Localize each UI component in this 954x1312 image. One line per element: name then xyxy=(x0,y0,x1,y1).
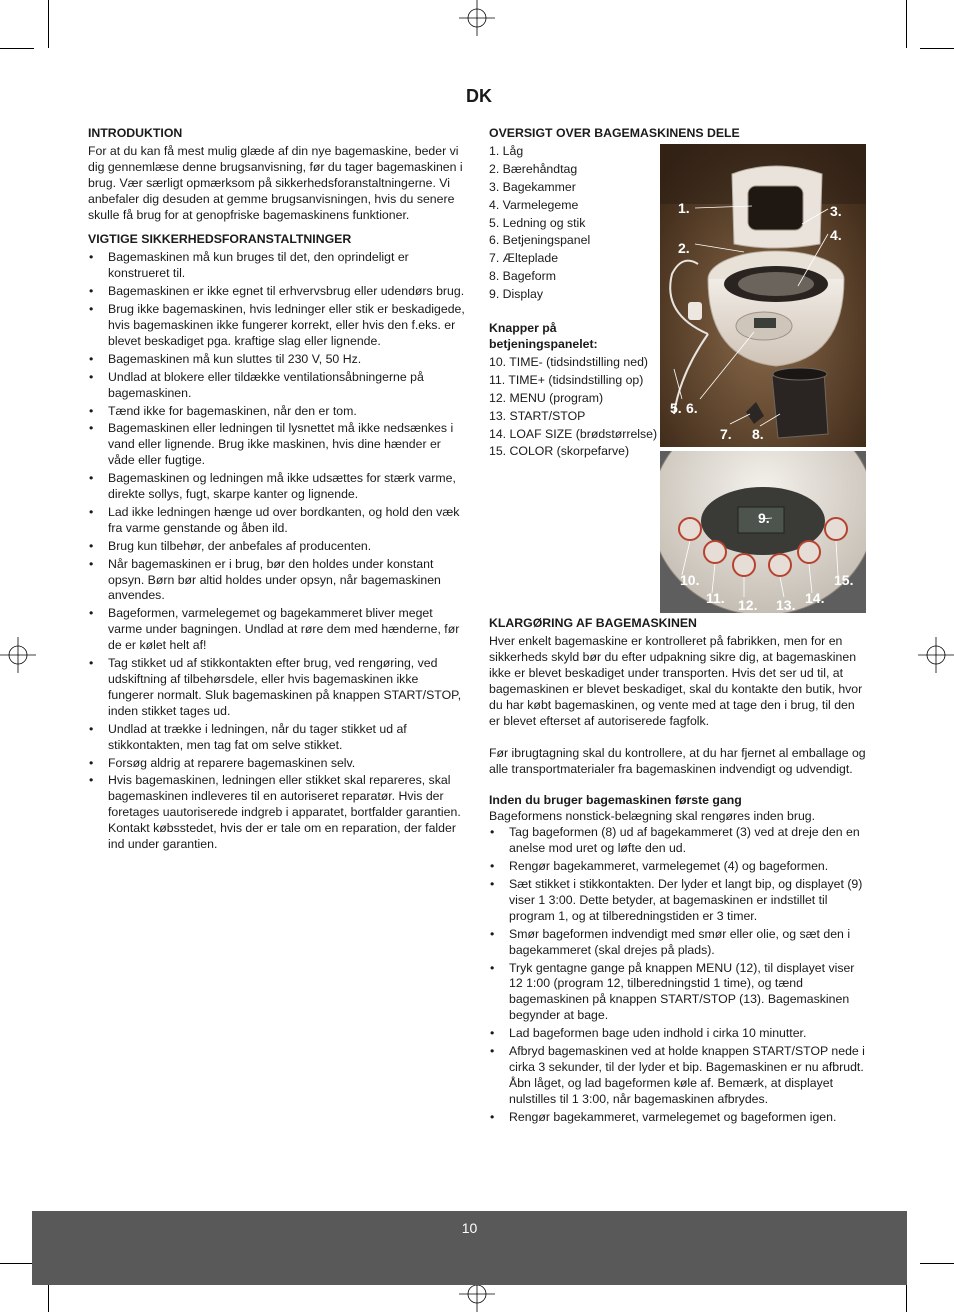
list-item: 4. Varmelegeme xyxy=(489,197,579,212)
list-item: 2. Bærehåndtag xyxy=(489,161,578,176)
list-item: • Tænd ikke for bagemaskinen, når den er tom. xyxy=(88,404,466,420)
list-item: • Forsøg aldrig at reparere bagemaskinen selv. xyxy=(88,756,466,772)
crop-mark xyxy=(48,0,49,48)
registration-mark-icon xyxy=(918,637,954,673)
photo-label: 4. xyxy=(830,227,842,243)
intro-text: For at du kan få mest mulig glæde af din nye bagemaskine, beder vi dig gennemlæse denne brugsanvisning, før du tager bagemaskinen i brug. Vær særligt opmærksom på sikkerhedsforanstaltningerne. Vi anbefaler dig desuden at gemme brugsanvisningen, hvis du senere skulle få brug for at genopfriske bagemaskinens funktioner. xyxy=(88,143,463,222)
registration-mark-icon xyxy=(459,0,495,36)
first-use-list xyxy=(489,825,867,1125)
list-item: • Rengør bagekammeret, varmelegemet (4) og bageformen. xyxy=(489,859,867,875)
photo-label: 14. xyxy=(805,590,825,606)
list-item: 9. Display xyxy=(489,287,543,302)
list-item: • Lad bageformen bage uden indhold i cirka 10 minutter. xyxy=(489,1026,867,1042)
prep-heading: KLARGØRING AF BAGEMASKINEN xyxy=(489,616,697,631)
photo-label: 15. xyxy=(834,572,854,588)
photo-label: 1. xyxy=(678,200,690,216)
list-item: 7. Ælteplade xyxy=(489,251,559,266)
list-item: 14. LOAF SIZE (brødstørrelse) xyxy=(489,426,658,441)
photo-label: 9. xyxy=(758,510,770,526)
list-item: 11. TIME+ (tidsindstilling op) xyxy=(489,372,644,387)
list-item: • Bagemaskinen må kun sluttes til 230 V, 50 Hz. xyxy=(88,352,466,368)
crop-mark xyxy=(920,1263,954,1264)
intro-heading: INTRODUKTION xyxy=(88,126,183,140)
buttons-heading: Knapper på betjeningspanelet: xyxy=(489,321,598,351)
list-item: • Sæt stikket i stikkontakten. Der lyder et langt bip, og displayet (9) viser 1 3:00. Dette betyder, at bagemaskinen er indstillet til program 1, og at tilberedningstiden er 3 timer. xyxy=(489,877,867,925)
list-item: • Hvis bagemaskinen, ledningen eller stikket skal repareres, skal bagemaskinen indleveres til en autoriseret reparatør. Hvis der foretages uautoriserede indgreb i apparatet, bortfalder garantien. Kontakt købsstedet, hvis der er tale om en reparation, der falder ind under garantien. xyxy=(88,773,466,853)
left-column xyxy=(88,126,466,855)
list-item: • Bagemaskinen må kun bruges til det, den oprindeligt er konstrueret til. xyxy=(88,250,466,282)
prep-paragraph: Hver enkelt bagemaskine er kontrolleret på fabrikken, men for en sikkerheds skyld bør du efter udpakning sikre dig, at bagemaskinen ikke er blevet beskadiget under transporten. Hvis det ser ud til, at bagemaskinen er blevet beskadiget, skal du kontakte den butik, hvor du har købt bagemaskinen, og vente med at tage den i brug, til den er blevet efterset af autoriserede fagfolk. xyxy=(489,634,863,728)
photo-label: 12. xyxy=(738,597,758,613)
control-panel-illustration xyxy=(660,451,866,613)
footer-bar xyxy=(32,1211,907,1285)
photo-label: 2. xyxy=(678,240,690,256)
overview-heading: OVERSIGT OVER BAGEMASKINENS DELE xyxy=(489,126,740,140)
list-item: • Smør bageformen indvendigt med smør eller olie, og sæt den i bagekammeret (skal drejes på plads). xyxy=(489,927,867,959)
photo-label: 7. xyxy=(720,426,732,442)
crop-mark xyxy=(0,1263,34,1264)
crop-mark xyxy=(906,0,907,48)
list-item: 8. Bageform xyxy=(489,269,556,284)
safety-heading: VIGTIGE SIKKERHEDSFORANSTALTNINGER xyxy=(88,232,352,247)
crop-mark xyxy=(920,48,954,49)
control-panel-photo xyxy=(660,451,866,613)
language-code: DK xyxy=(466,86,492,106)
list-item: 10. TIME- (tidsindstilling ned) xyxy=(489,354,649,369)
list-item: • Bagemaskinen eller ledningen til lysnettet må ikke nedsænkes i vand eller lignende. Brug ikke maskinen, hvis dine hænder er våde eller fugtige. xyxy=(88,421,466,469)
list-item: • Tag stikket ud af stikkontakten efter brug, ved rengøring, ved udskiftning af tilbehørsdele, eller hvis bagemaskinen ikke fungerer normalt. Sluk bagemaskinen på knappen START/STOP, inden stikket tages ud. xyxy=(88,656,466,720)
list-item: 6. Betjeningspanel xyxy=(489,233,591,248)
list-item: • Undlad at blokere eller tildække ventilationsåbningerne på bagemaskinen. xyxy=(88,370,466,402)
crop-mark xyxy=(0,48,34,49)
photo-label: 10. xyxy=(680,572,700,588)
list-item: 15. COLOR (skorpefarve) xyxy=(489,444,630,459)
photo-label: 13. xyxy=(776,597,796,613)
list-item: • Lad ikke ledningen hænge ud over bordkanten, og hold den væk fra varme genstande og åben ild. xyxy=(88,505,466,537)
list-item: 13. START/STOP xyxy=(489,408,586,423)
photo-label: 5. xyxy=(670,400,682,416)
list-item: 5. Ledning og stik xyxy=(489,215,586,230)
list-item: • Bageformen, varmelegemet og bagekammeret bliver meget varme under bagningen. Undlad at røre dem med hænderne, før de er kølet helt af! xyxy=(88,606,466,654)
list-item: • Brug ikke bagemaskinen, hvis ledninger eller stik er beskadigede, hvis bagemaskinen ikke fungerer korrekt, eller hvis den f.eks. er blevet beskadiget pga. kraftige slag eller lignende. xyxy=(88,302,466,350)
list-item: 3. Bagekammer xyxy=(489,179,576,194)
list-item: 12. MENU (program) xyxy=(489,390,604,405)
photo-label: 3. xyxy=(830,203,842,219)
list-item: • Når bagemaskinen er i brug, bør den holdes under konstant opsyn. Børn bør altid holdes under opsyn, når bagemaskinen anvendes. xyxy=(88,557,466,605)
list-item: • Undlad at trække i ledningen, når du tager stikket ud af stikkontakten, men tag fat om selve stikket. xyxy=(88,722,466,754)
list-item: • Afbryd bagemaskinen ved at holde knappen START/STOP nede i cirka 3 sekunder, til der lyder et bip. Bagemaskinen er nu afbrudt. Åbn låget, og lad bageformen køle af. Bemærk, at displayet nulstilles til 1 3:00, når bagemaskinen afbrydes. xyxy=(489,1044,867,1108)
photo-label: 8. xyxy=(752,426,764,442)
list-item: • Bagemaskinen er ikke egnet til erhvervsbrug eller udendørs brug. xyxy=(88,284,466,300)
registration-mark-icon xyxy=(0,637,36,673)
photo-label: 6. xyxy=(686,400,698,416)
list-item: • Tryk gentagne gange på knappen MENU (12), til displayet viser 12 1:00 (program 12, tilberedningstid 1 time), og tænd bagemaskinen på knappen START/STOP (13). Bagemaskinen begynder at bage. xyxy=(489,961,867,1025)
list-item: • Bagemaskinen og ledningen må ikke udsættes for stærk varme, direkte sollys, fugt, skarpe kanter og lignende. xyxy=(88,471,466,503)
list-item: • Rengør bagekammeret, varmelegemet og bageformen igen. xyxy=(489,1110,867,1126)
prep-paragraph: Før ibrugtagning skal du kontrollere, at du har fjernet al emballage og alle transportmaterialer fra bagemaskinen indvendigt og udvendigt. xyxy=(489,745,866,776)
list-item: • Tag bageformen (8) ud af bagekammeret (3) ved at dreje den en anelse mod uret og løfte den ud. xyxy=(489,825,867,857)
safety-list xyxy=(88,250,466,853)
list-item: • Brug kun tilbehør, der anbefales af producenten. xyxy=(88,539,466,555)
first-use-heading: Inden du bruger bagemaskinen første gang xyxy=(489,793,742,808)
bread-maker-photo xyxy=(660,144,866,447)
photo-label: 11. xyxy=(706,590,725,606)
first-use-intro: Bageformens nonstick-belægning skal rengøres inden brug. xyxy=(489,809,816,824)
list-item: 1. Låg xyxy=(489,143,524,158)
page-number: 10 xyxy=(461,1220,478,1236)
